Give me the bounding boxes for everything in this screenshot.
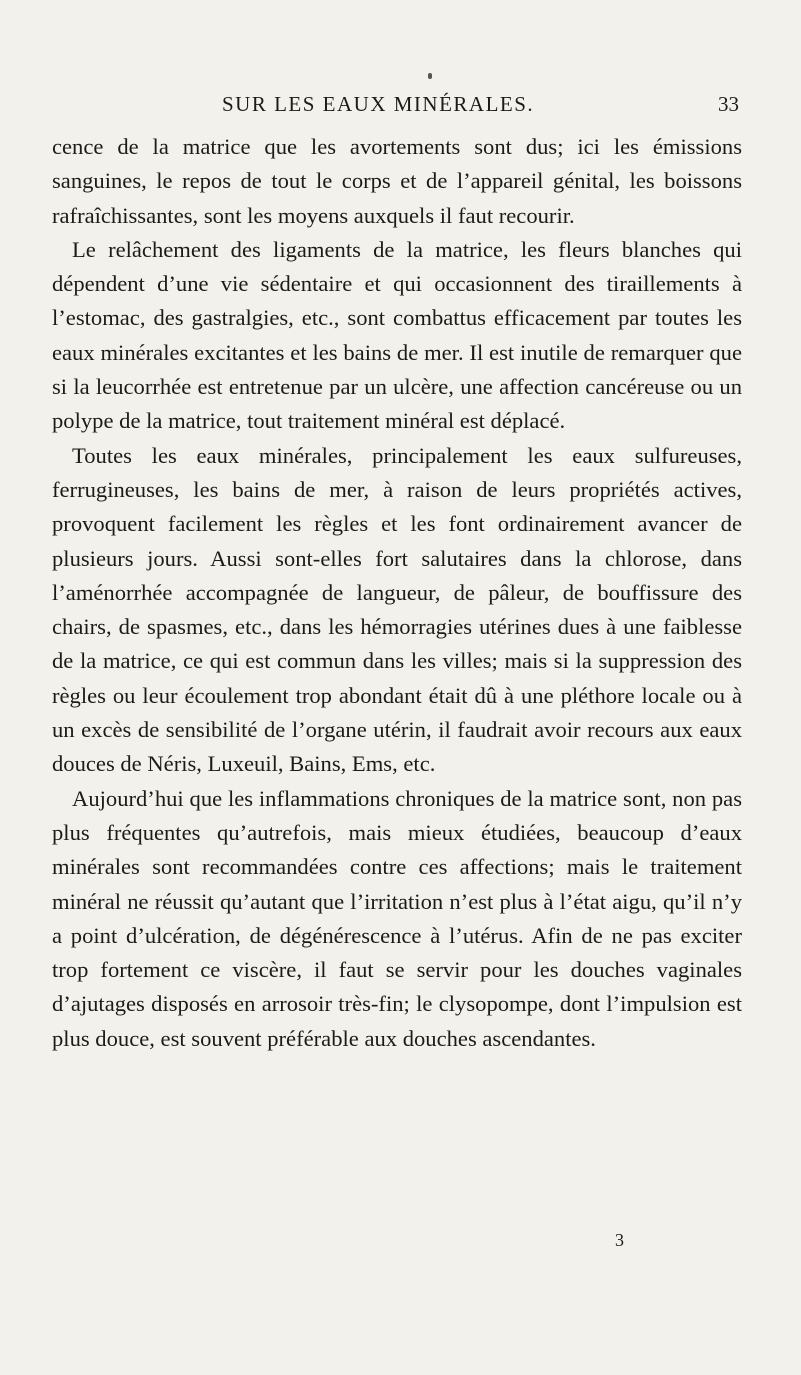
paragraph: cence de la matrice que les avortements sont dus; ici les émissions sanguines, le repos de tout le corps et de l’appareil génital, les boissons rafraîchissantes, sont les moyens auxquels il faut recourir. <box>52 134 742 228</box>
running-head <box>0 92 801 122</box>
page-number: 33 <box>718 92 739 116</box>
paragraph: Le relâchement des ligaments de la matrice, les fleurs blanches qui dépendent d’une vie sédentaire et qui occasionnent des tiraillements à l’estomac, des gastralgies, etc., sont combattus efficacement par toutes les eaux minérales excitantes et les bains de mer. Il est inutile de remarquer que si la leucorrhée est entretenue par un ulcère, une affection cancéreuse ou un polype de la matrice, tout traitement minéral est déplacé. <box>52 236 742 434</box>
paragraph: Toutes les eaux minérales, principalement les eaux sulfureuses, ferrugineuses, les bains de mer, à raison de leurs propriétés actives, provoquent facilement les règles et les font ordinairement avancer de plusieurs jours. Aussi sont-elles fort salutaires dans la chlorose, dans l’aménorrhée accompagnée de langueur, de pâleur, de bouffissure des chairs, de spasmes, etc., dans les hémorragies utérines dues à une faiblesse de la matrice, ce qui est commun dans les villes; mais si la suppression des règles ou leur écoulement trop abondant était dû à une pléthore locale ou à un excès de sensibilité de l’organe utérin, il faudrait avoir recours aux eaux douces de Néris, Luxeuil, Bains, Ems, etc. <box>52 442 742 777</box>
running-title: SUR LES EAUX MINÉRALES. <box>222 92 535 116</box>
paragraph: Aujourd’hui que les inflammations chroniques de la matrice sont, non pas plus fréquentes qu’autrefois, mais mieux étudiées, beaucoup d’eaux minérales sont recommandées contre ces affections; mais le traitement minéral ne réussit qu’autant que l’irritation n’est plus à l’état aigu, qu’il n’y a point d’ulcération, de dégénérescence à l’utérus. Afin de ne pas exciter trop fortement ce viscère, il faut se servir pour les douches vaginales d’ajutages disposés en arrosoir très-fin; le clysopompe, dont l’impulsion est plus douce, est souvent préférable aux douches ascendantes. <box>52 785 742 1051</box>
body-text <box>52 130 742 1056</box>
signature-mark: 3 <box>615 1230 624 1250</box>
ink-speck <box>428 73 432 79</box>
